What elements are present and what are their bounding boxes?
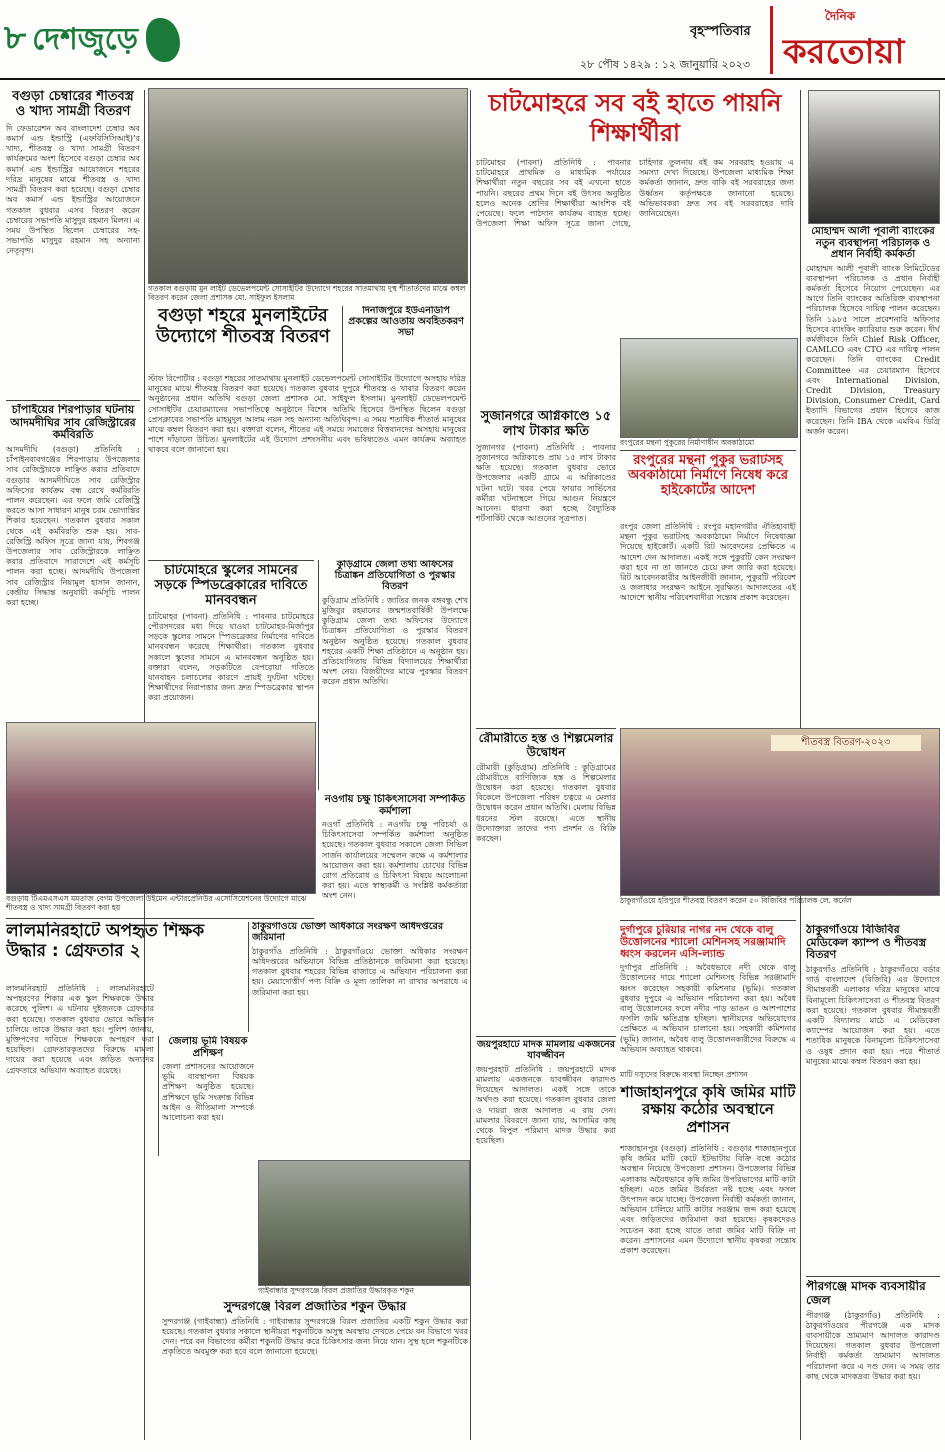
article-headline: পীরগঞ্জে মাদক ব্যবসায়ীর জেল [806,1280,926,1307]
article-thakurgaon-consumer [252,922,468,1032]
article-body: কুড়িগ্রাম প্রতিনিধি : জাতির জনক বঙ্গবন্ধু শেখ মুজিবুর রহমানের জন্মশতবার্ষিকী উপলক্ষে কুড়িগ্রাম জেলা তথ্য অফিসের উদ্যোগে চিত্রাঙ্কন প্রতিযোগিতা ও পুরস্কার বিতরণ অনুষ্ঠান অনুষ্ঠিত হয়েছে। গতকাল বুধবার শহরের একটি শিক্ষা প্রতিষ্ঠানে এ অনুষ্ঠান হয়। প্রতিযোগিতায় বিভিন্ন বিদ্যালয়ের শিক্ষার্থীরা অংশ নেয়। বিজয়ীদের মাঝে পুরস্কার বিতরণ করেন প্রধান অতিথি। [322,595,468,687]
article-lalmonirhat-headline [6,922,244,980]
photo-moonlight-distribution [148,88,468,284]
article-pirganj-drug [806,1280,940,1440]
article-headline: সুন্দরগঞ্জে বিরল প্রজাতির শকুন উদ্ধার [223,1300,407,1313]
article-body: পীরগঞ্জ (ঠাকুরগাঁও) প্রতিনিধি : ঠাকুরগাঁওয়ের পীরগঞ্জে এক মাদক ব্যবসায়ীকে ভ্রাম্যমাণ আদালত কারাদণ্ড দিয়েছেন। গতকাল বুধবার উপজেলা নির্বাহী কর্মকর্তা ভ্রাম্যমাণ আদালত পরিচালনা করে এ দণ্ড দেন। এ সময় তার কাছ থেকে মাদকদ্রব্য উদ্ধার করা হয়। [806,1310,940,1381]
photo-mohammad-ali [808,90,940,224]
article-sundarganj-vulture [162,1300,468,1440]
article-rangpur-pond-body [620,522,796,724]
article-body: লালমনিরহাট প্রতিনিধি : লালমনিরহাটে অপহরণের শিকার এক স্কুল শিক্ষককে উদ্ধার করেছে পুলিশ। এ ঘটনায় দুইজনকে গ্রেফতার করা হয়েছে। গতকাল বুধবার ভোরে অভিযান চালিয়ে তাকে উদ্ধার করা হয়। পুলিশ জানায়, মুক্তিপণের দাবিতে শিক্ষককে অপহরণ করা হয়েছিল। গ্রেফতারকৃতদের বিরুদ্ধে মামলা দায়ের করা হয়েছে এবং জড়িত অন্যদের গ্রেফতারে অভিযান অব্যাহত রয়েছে। [6,984,154,1075]
article-body: মোহাম্মদ আলী পূবালী ব্যাংক লিমিটেডের ব্যবস্থাপনা পরিচালক ও প্রধান নির্বাহী কর্মকর্তা হিসেবে নিয়োগ পেয়েছেন। এর আগে তিনি ব্যাংকের অতিরিক্ত ব্যবস্থাপনা পরিচালক হিসেবে দায়িত্ব পালন করেছেন। তিনি ১৯৮৫ সালে প্রবেশনারি অফিসার হিসেবে ব্যাংকিং ক্যারিয়ার শুরু করেন। দীর্ঘ কর্মজীবনে তিনি Chief Risk Officer, CAMLCO এবং CTO এর দায়িত্ব পালন করেছেন। তিনি ব্যাংকের Credit Committee এর চেয়ারম্যান হিসেবে এবং International Division, Credit Division, Treasury Division, Consumer Credit, Card ইত্যাদি বিভাগের প্রধান হিসেবে কাজ করেছেন। তিনি IBA থেকে এমবিএ ডিগ্রি অর্জন করেন। [806,263,940,436]
photo-caption: গাইবান্ধার সুন্দরগঞ্জে বিরল প্রজাতির উদ্ধারকৃত শকুন [258,1286,415,1295]
page-header [0,0,945,80]
article-headline: দুর্গাপুরে চুরিয়ার নাগর নদ থেকে বালু উত্তোলনের শ্যালো মেশিনসহ সরঞ্জামাদি ধ্বংস করলেন এসি-ল্যান্ড [620,924,786,961]
article-body: দুর্গাপুর প্রতিনিধি : অবৈধভাবে নদী থেকে বালু উত্তোলনের দায়ে শ্যালো মেশিনসহ বিভিন্ন সরঞ্জামাদি ধ্বংস করেছেন সহকারী কমিশনার (ভূমি)। গতকাল বুধবার দুপুরে এ অভিযান পরিচালনা করা হয়। অবৈধ বালু উত্তোলনের ফলে নদীর পাড় ভাঙন ও আশপাশের ফসলি জমি ক্ষতিগ্রস্ত হচ্ছিল। স্থানীয়দের অভিযোগের প্রেক্ষিতে এ অভিযান চালানো হয়। সহকারী কমিশনার (ভূমি) জানান, অবৈধ বালু উত্তোলনকারীদের বিরুদ্ধে এ অভিযান অব্যাহত থাকবে। [620,963,796,1054]
article-body: দি ফেডারেশন অব বাংলাদেশ চেম্বার অব কমার্স এন্ড ইন্ডাস্ট্রি (এফবিসিসিআই)’র খাদ্য, শীতবস্ত্র ও খাদ্য সামগ্রী বিতরণ কার্যক্রমের অংশ হিসেবে বগুড়া চেম্বার অব কমার্স এন্ড ইন্ডাস্ট্রির আয়োজনে শহরের দরিদ্র মানুষের মাঝে শীতবস্ত্র ও খাদ্য সামগ্রী বিতরণ করা হয়েছে। বগুড়া চেম্বার অব কমার্স এন্ড ইন্ডাস্ট্রির আয়োজনে গতকাল বুধবার এসব বিতরণ করেন চেম্বারের সভাপতি মাসুদুর রহমান মিলন। এ সময় উপস্থিত ছিলেন চেম্বারের সহ-সভাপতি মাসুদুর রহমান সহ অন্যান্য নেতৃবৃন্দ। [6,123,140,256]
article-headline: কুড়িগ্রামে জেলা তথ্য অফিসের চিত্রাঙ্কন প্রতিযোগিতা ও পুরস্কার বিতরণ [334,560,456,592]
article-body: চাটমোহর (পাবনা) প্রতিনিধি : পাবনার চাটমোহরে পৌরসদরের মধ্য দিয়ে যাওয়া চাটমোহর-মির্জাপুর সড়কে স্কুলের সামনে স্পিডব্রেকার নির্মাণের দাবিতে মানববন্ধন করেছে শিক্ষার্থীরা। গতকাল বুধবার সকালে স্কুলের সামনে এ মানববন্ধন অনুষ্ঠিত হয়। বক্তারা বলেন, সড়কটিতে বেপরোয়া গতিতে যানবাহন চলাচলের কারণে প্রায়ই দুর্ঘটনা ঘটছে। শিক্ষার্থীদের নিরাপত্তার জন্য দ্রুত স্পিডব্রেকার স্থাপন করা প্রয়োজন। [148,611,314,703]
article-moonlight-headline [148,306,338,372]
article-chamber-winter-clothes [6,90,140,396]
article-body: নওগাঁ প্রতিনিধি : নওগাঁয় চক্ষু পরিচর্যা ও চিকিৎসাসেবা সম্পর্কিত কর্মশালা অনুষ্ঠিত হয়েছে। গতকাল বুধবার সকালে জেলা সিভিল সার্জন কার্যালয়ের সম্মেলন কক্ষে এ কর্মশালার আয়োজন করা হয়। কর্মশালায় চোখের বিভিন্ন রোগ প্রতিরোধ ও চিকিৎসা বিষয়ে আলোচনা করা হয়। এতে স্বাস্থ্যকর্মী ও সংশ্লিষ্ট কর্মকর্তারা অংশ নেন। [322,820,468,901]
article-body: রৌমারী (কুড়িগ্রাম) প্রতিনিধি : কুড়িগ্রামের রৌমারীতে বাণিজ্যিক হস্ত ও শিল্পমেলার উদ্বোধন করা হয়েছে। গতকাল বুধবার বিকেলে উপজেলা পরিষদ চত্বরে এ মেলার উদ্বোধন করেন প্রধান অতিথি। মেলায় বিভিন্ন ধরনের স্টল রয়েছে। এতে স্থানীয় উদ্যোক্তারা তাদের পণ্য প্রদর্শন ও বিক্রি করছেন। [476,762,616,844]
masthead-big: করতোয়া [783,32,905,72]
banner-text: শীতবস্ত্র বিতরণ-২০২৩ [771,735,921,751]
article-sujanagar-fire [476,410,616,590]
photo-vulture-rescue [258,1160,470,1286]
header-day: বৃহস্পতিবার [690,24,751,39]
article-body: ঠাকুরগাঁও প্রতিনিধি : ঠাকুরগাঁওয়ে ভোক্তা অধিকার সংরক্ষণ অধিদপ্তরের অভিযানে বিভিন্ন প্রতিষ্ঠানকে জরিমানা করা হয়েছে। গতকাল বুধবার শহরের বিভিন্ন বাজারে এ অভিযান পরিচালনা করা হয়। মেয়াদোত্তীর্ণ পণ্য বিক্রি ও মূল্য তালিকা না রাখার অপরাধে এ জরিমানা করা হয়। [252,946,468,997]
bangladesh-map-icon [146,18,180,62]
article-rangpur-pond-headline [620,454,796,520]
article-pubali-bank-md [806,226,940,766]
page-number: ৮ [4,17,27,58]
article-headline: ঠাকুরগাঁওয়ে বিজিবির মেডিকেল ক্যাম্প ও শীতবস্ত্র বিতরণ [806,924,927,962]
article-land-training [162,1036,254,1156]
photo-pond-construction [620,338,798,438]
article-headline: ঠাকুরগাঁওয়ে ভোক্তা অধিকারে সংরক্ষণ অধিদপ্তরের জরিমানা [252,922,444,943]
article-roumari-fair [476,732,616,1032]
masthead-small: দৈনিক [825,9,856,23]
article-headline: চাঁপাইয়ের শিরপাড়ার ঘটনায় আদমদীঘির সাব রেজিস্ট্রারের কর্মবিরতি [10,404,136,442]
article-moonlight-body [148,374,466,556]
photo-caption: রংপুরের মন্থনা পুকুরের নির্মাণাধীন অবকাঠামো [620,438,755,447]
article-body: সুন্দরগঞ্জ (গাইবান্ধা) প্রতিনিধি : গাইবান্ধার সুন্দরগঞ্জে বিরল প্রজাতির একটি শকুন উদ্ধার করা হয়েছে। গতকাল বুধবার সকালে স্থানীয়রা শকুনটিকে অসুস্থ অবস্থায় দেখতে পেয়ে বন বিভাগে খবর দেন। পরে বন বিভাগের কর্মীরা শকুনটি উদ্ধার করে চিকিৎসার জন্য নিয়ে যান। সুস্থ হলে শকুনটিকে প্রকৃতিতে অবমুক্ত করা হবে বলে জানানো হয়েছে। [162,1316,468,1357]
article-durgapur-sand [620,924,796,1064]
photo-caption: ঠাকুরগাঁওয়ে হরিপুরে শীতবস্ত্র বিতরণ করেন ৫০ বিজিবির পরিচালক লে. কর্নেল [620,896,852,905]
section-title: দেশজুড়ে [32,21,139,57]
article-adamdighi-strike [6,404,140,692]
article-kurigram-drawing [322,560,468,790]
article-headline: সুজানগরে অগ্নিকাণ্ডে ১৫ লাখ টাকার ক্ষতি [480,410,612,439]
article-headline: জেলায় ভূমি বিষয়ক প্রশিক্ষণ [168,1036,248,1059]
masthead-logo [770,6,943,74]
article-joypurhat-drug [476,1040,616,1440]
article-thakurgaon-bgb-camp [806,924,940,1274]
article-headline: চাটমোহরে স্কুলের সামনের সড়কে স্পিডব্রেকারের দাবিতে মানববন্ধন [154,564,308,608]
photo-tmss-distribution [6,722,316,894]
article-shajahanpur-headline [620,1084,796,1140]
photo-caption: গতকাল বগুড়ায় মুন লাইট ডেভেলপমেন্ট সোসাইটির উদ্যোগে শহরের সাতমাথায় দুস্থ শীতার্তদের মাঝে কম্বল বিতরণ করেন জেলা প্রশাসক মো. সাইফুল ইসলাম [148,284,466,302]
article-body: জয়পুরহাট প্রতিনিধি : জয়পুরহাটে মাদক মামলায় একজনকে যাবজ্জীবন কারাদণ্ড দিয়েছেন আদালত। একই সঙ্গে তাকে অর্থদণ্ড করা হয়েছে। গতকাল বুধবার জেলা ও দায়রা জজ আদালত এ রায় দেন। মামলার বিবরণে জানা যায়, আসামির কাছ থেকে বিপুল পরিমাণ মাদক উদ্ধার করা হয়েছিল। [476,1064,616,1146]
photo-caption: বগুড়ায় টিএমএসএস মমতাজ বেগম উপজেলা উইমেন এন্টারপ্রেনিউর এসোসিয়েশনের উদ্যোগে মাঝে শীতবস্ত্র ও খাদ্য সামগ্রী বিতরণ করা হয় [6,894,307,912]
article-shajahanpur-body [620,1144,796,1440]
article-headline: রংপুরের মন্থনা পুকুর ভরাটসহ অবকাঠামো নির্মাণে নিষেধ করে হাইকোর্টের আদেশ [627,454,789,498]
article-headline: বগুড়া চেম্বারের শীতবস্ত্র ও খাদ্য সামগ্রী বিতরণ [12,90,134,119]
article-body: ঠাকুরগাঁও প্রতিনিধি : ঠাকুরগাঁওয়ে বর্ডার গার্ড বাংলাদেশ (বিজিবি) এর উদ্যোগে সীমান্তবর্তী এলাকার দরিদ্র মানুষের মাঝে বিনামূল্যে চিকিৎসাসেবা ও শীতবস্ত্র বিতরণ করা হয়েছে। গতকাল বুধবার সীমান্তবর্তী একটি বিদ্যালয় মাঠে এ মেডিকেল ক্যাম্পের আয়োজন করা হয়। এতে শতাধিক মানুষকে বিনামূল্যে চিকিৎসাসেবা ও ওষুধ প্রদান করা হয়। পরে শীতার্ত মানুষের মাঝে কম্বল বিতরণ করা হয়। [806,964,940,1066]
article-dinajpur-undp [346,306,466,372]
article-body: সুজানগর (পাবনা) প্রতিনিধি : পাবনার সুজানগরে অগ্নিকাণ্ডে প্রায় ১৫ লাখ টাকার ক্ষতি হয়েছে। গতকাল বুধবার ভোরে উপজেলার একটি গ্রামে এ অগ্নিকাণ্ডের ঘটনা ঘটে। খবর পেয়ে ফায়ার সার্ভিসের কর্মীরা ঘটনাস্থলে গিয়ে আগুন নিয়ন্ত্রণে আনেন। ধারণা করা হচ্ছে বৈদ্যুতিক শর্টসার্কিট থেকে আগুনের সূত্রপাত। [476,442,616,524]
article-headline: শাজাহানপুরে কৃষি জমির মাটি রক্ষায় কঠোর অবস্থানে প্রশাসন [620,1084,796,1136]
article-headline: নওগাঁয় চক্ষু চিকিৎসাসেবা সম্পর্কিত কর্মশালা [324,794,466,817]
article-chatmohor-speedbreaker [148,564,314,716]
header-date: ২৮ পৌষ ১৪২৯ : ১২ জানুয়ারি ২০২৩ [580,58,751,71]
photo-bgb-distribution [620,728,940,896]
article-headline: রৌমারীতে হস্ত ও শিল্পমেলার উদ্বোধন [478,732,614,759]
article-headline: লালমনিরহাটে অপহৃত শিক্ষক উদ্ধার : গ্রেফতার ২ [6,922,205,961]
article-headline: মোহাম্মদ আলী পূবালী ব্যাংকের নতুন ব্যবস্থাপনা পরিচালক ও প্রধান নির্বাহী কর্মকর্তা [811,226,935,260]
article-body: শাজাহানপুর (বগুড়া) প্রতিনিধি : বগুড়ার শাজাহানপুরে কৃষি জমির মাটি কেটে ইটভাটায় বিক্রি বন্ধে কঠোর অবস্থান নিয়েছে উপজেলা প্রশাসন। উপজেলার বিভিন্ন এলাকায় অবৈধভাবে কৃষি জমির উপরিভাগের মাটি কাটা হচ্ছিল। এতে জমির উর্বরতা নষ্ট হচ্ছে এবং ফসল উৎপাদন কমে যাচ্ছে। উপজেলা নির্বাহী কর্মকর্তা জানান, অভিযান চালিয়ে মাটি কাটার সরঞ্জাম জব্দ করা হয়েছে এবং জড়িতদের জরিমানা করা হয়েছে। কৃষকদেরও সচেতন করা হচ্ছে যাতে তারা জমির মাটি বিক্রি না করেন। প্রশাসনের এমন উদ্যোগে স্থানীয় কৃষকরা সন্তোষ প্রকাশ করেছেন। [620,1144,796,1256]
article-body: জেলা প্রশাসনের আয়োজনে ভূমি ব্যবস্থাপনা বিষয়ক প্রশিক্ষণ অনুষ্ঠিত হয়েছে। প্রশিক্ষণে ভূমি সংক্রান্ত বিভিন্ন আইন ও নীতিমালা সম্পর্কে আলোচনা করা হয়। [162,1062,254,1123]
article-body: রংপুর জেলা প্রতিনিধি : রংপুর মহানগরীর ঐতিহ্যবাহী মন্থনা পুকুর ভরাটসহ অবকাঠামো নির্মাণে নিষেধাজ্ঞা দিয়েছে হাইকোর্ট। একটি রিট আবেদনের প্রেক্ষিতে এ আদেশ দেন আদালত। একই সঙ্গে পুকুরটি কেন সংরক্ষণ করা হবে না তা জানতে চেয়ে রুল জারি করা হয়েছে। রিট আবেদনকারীর আইনজীবী জানান, পুকুরটি পরিবেশ ও জলাধার সংরক্ষণ আইনে সুরক্ষিত। আদালতের এই আদেশে স্থানীয় পরিবেশবাদীরা সন্তোষ প্রকাশ করেছেন। [620,522,796,603]
section-logo [4,4,238,76]
photo-caption: মাটি দস্যুদের বিরুদ্ধে ব্যবস্থা নিচ্ছেন প্রশাসন [620,1070,748,1079]
article-headline: দিনাজপুরে ইউএনডিপি প্রকল্পের আওতায় অবহিতকরণ সভা [348,306,464,338]
article-headline: জয়পুরহাটে মাদক মামলায় একজনের যাবজ্জীবন [477,1040,615,1061]
lead-headline: চাটমোহরে সব বই হাতে পায়নি শিক্ষার্থীরা [488,89,782,147]
article-body: আদমদীঘি (বগুড়া) প্রতিনিধি : চাঁপাইনবাবগঞ্জের শিরপাড়ায় উপজেলার সাব রেজিস্ট্রারকে লাঞ্ছিত করার প্রতিবাদে বগুড়ার আদমদীঘিতে সাব রেজিস্ট্রার অফিসের কার্যক্রম বন্ধ রেখে কর্মবিরতি পালন করেছেন। এর ফলে জমি রেজিস্ট্রি করতে আসা সাধারণ মানুষ চরম ভোগান্তির শিকার হয়েছেন। গতকাল বুধবার সকাল থেকে এই কর্মবিরতি শুরু হয়। সাব-রেজিস্ট্রি অফিস সূত্রে জানা যায়, শিবগঞ্জ উপজেলার সাব রেজিস্ট্রারকে লাঞ্ছিত করার প্রতিবাদে সারাদেশে এই কর্মসূচি পালন করা হচ্ছে। আদমদীঘি উপজেলা সাব রেজিস্ট্রার নিয়ামুল হাসান জানান, কেন্দ্রীয় সিদ্ধান্ত অনুযায়ী কর্মসূচি পালন করা হচ্ছে। [6,444,140,607]
article-body: স্টাফ রিপোর্টার : বগুড়া শহরের সাতমাথায় মুনলাইট ডেভেলপমেন্ট সোসাইটির উদ্যোগে অসহায় দরিদ্র মানুষের মাঝে শীতবস্ত্র বিতরণ করা হয়েছে। গতকাল বুধবার দুপুরে শীতবস্ত্র ও খাবার বিতরণ করেন অনুষ্ঠানের প্রধান অতিথি বগুড়া জেলা প্রশাসক মো. সাইফুল ইসলাম। মুনলাইট ডেভেলপমেন্ট সোসাইটির চেয়ারম্যানের সভাপতিত্বে অনুষ্ঠানে বিশেষ অতিথি হিসেবে উপস্থিত ছিলেন বগুড়া প্রেসক্লাবের সভাপতি মাহমুদুল আলম নয়ন সহ অন্যান্য অতিথিবৃন্দ। এ সময় শতাধিক শীতার্ত মানুষের মাঝে কম্বল বিতরণ করা হয়। বক্তারা বলেন, শীতের এই সময়ে সমাজের বিত্তবানদের অসহায় মানুষের পাশে দাঁড়ানো উচিত। মুনলাইটের এই উদ্যোগ প্রশংসনীয় এবং ভবিষ্যতেও এমন কার্যক্রম অব্যাহত থাকবে বলে জানানো হয়। [148,374,466,455]
article-body: চাটমোহর (পাবনা) প্রতিনিধি : পাবনার চাটমোহরে প্রাথমিক ও মাধ্যমিক পর্যায়ের শিক্ষার্থীরা নতুন বছরের সব বই এখনো হাতে পায়নি। বছরের প্রথম দিনে বই উৎসব অনুষ্ঠিত হলেও অনেক শ্রেণির শিক্ষার্থীরা আংশিক বই পেয়েছে। ফলে পাঠদান কার্যক্রম ব্যাহত হচ্ছে। উপজেলা শিক্ষা অফিস সূত্রে জানা গেছে, চাহিদার তুলনায় বই কম সরবরাহ হওয়ায় এ সমস্যা দেখা দিয়েছে। উপজেলা মাধ্যমিক শিক্ষা কর্মকর্তা জানান, দ্রুত বাকি বই সরবরাহের জন্য উর্ধ্বতন কর্তৃপক্ষকে জানানো হয়েছে। অভিভাবকরা দ্রুত সব বই সরবরাহের দাবি জানিয়েছেন। [476,158,794,229]
article-lalmonirhat-body [6,984,154,1440]
article-headline: বগুড়া শহরে মুনলাইটের উদ্যোগে শীতবস্ত্র বিতরণ [156,306,330,347]
